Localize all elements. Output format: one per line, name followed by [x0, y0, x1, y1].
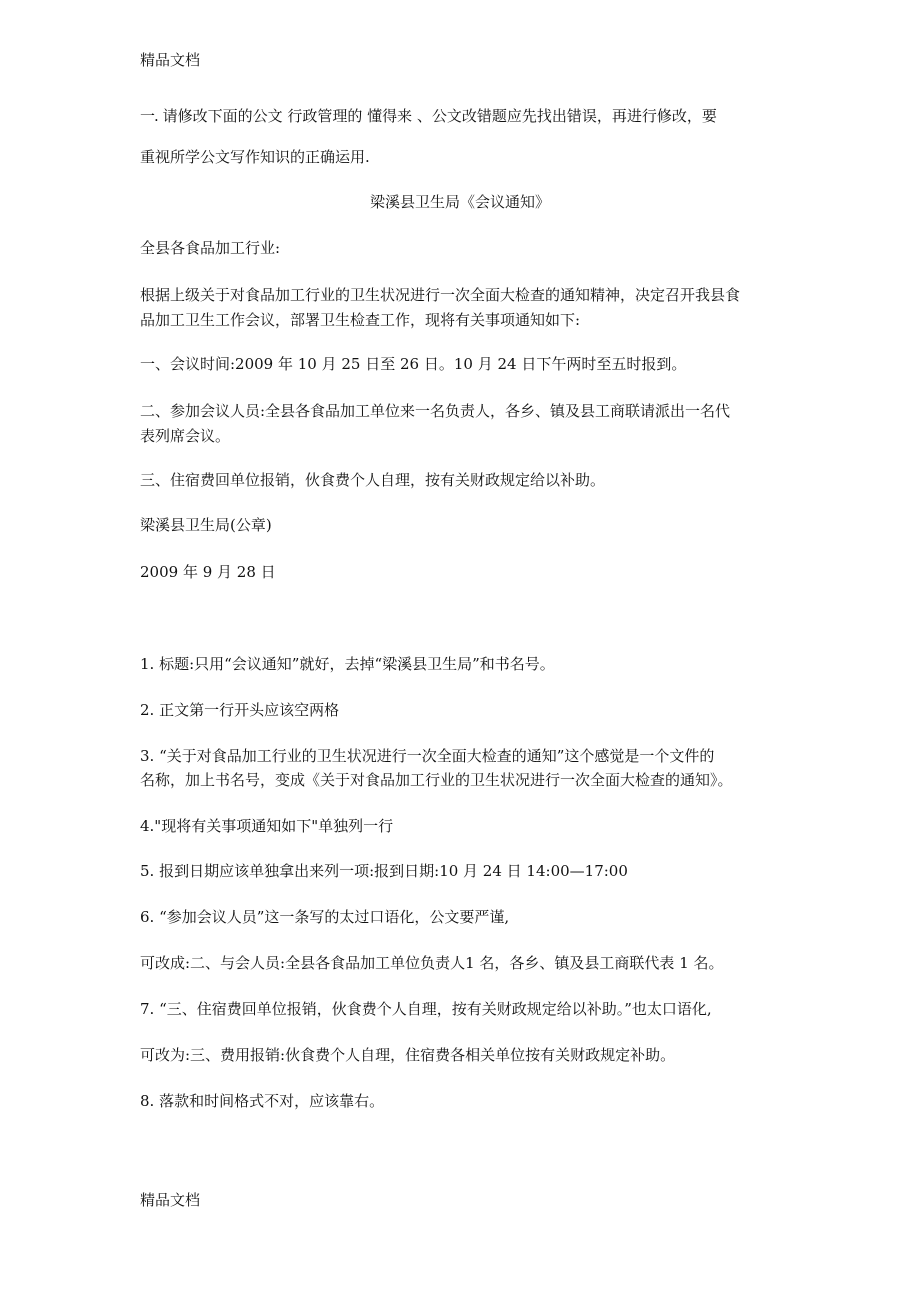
answer-6: 6. “参加会议人员”这一条写的太过口语化，公文要严谨, [140, 908, 510, 926]
intro-line-1 [140, 104, 790, 129]
notice-date: 2009 年 9 月 28 日 [140, 563, 276, 581]
intro-text: 请修改下面的公文 行政管理的 懂得来 、公文改错题应先找出错误，再进行修改，要 [162, 107, 717, 125]
answer-1: 1. 标题:只用“会议通知”就好，去掉“梁溪县卫生局”和书名号。 [140, 655, 555, 673]
answer-4: 4."现将有关事项通知如下"单独列一行 [140, 817, 394, 835]
notice-body-line-1: 根据上级关于对食品加工行业的卫生状况进行一次全面大检查的通知精神，决定召开我县食 [140, 286, 741, 304]
answer-7: 7. “三、住宿费回单位报销，伙食费个人自理，按有关财政规定给以补助。”也太口语化, [140, 1000, 712, 1018]
page-header: 精品文档 [140, 51, 201, 69]
notice-body-line-2: 品加工卫生工作会议，部署卫生检查工作，现将有关事项通知如下: [140, 311, 581, 329]
notice-item-3: 三、住宿费回单位报销，伙食费个人自理，按有关财政规定给以补助。 [140, 471, 606, 489]
answer-7-fix: 可改为:三、费用报销:伙食费个人自理，住宿费各相关单位按有关财政规定补助。 [140, 1046, 676, 1064]
question-number: 一. [140, 107, 158, 125]
notice-item-2-line-1: 二、参加会议人员:全县各食品加工单位来一名负责人，各乡、镇及县工商联请派出一名代 [140, 402, 731, 420]
answer-3-line-2: 名称，加上书名号，变成《关于对食品加工行业的卫生状况进行一次全面大检查的通知》。 [140, 771, 733, 789]
answer-8: 8. 落款和时间格式不对，应该靠右。 [140, 1092, 385, 1110]
answer-5: 5. 报到日期应该单独拿出来列一项:报到日期:10 月 24 日 14:00—17:00 [140, 862, 628, 880]
answer-3-line-1: 3. “关于对食品加工行业的卫生状况进行一次全面大检查的通知”这个感觉是一个文件的 [140, 747, 715, 765]
answer-6-fix: 可改成:二、与会人员:全县各食品加工单位负责人1 名，各乡、镇及县工商联代表 1 名。 [140, 954, 724, 972]
notice-salutation: 全县各食品加工行业: [140, 239, 281, 257]
intro-line-2: 重视所学公文写作知识的正确运用. [140, 148, 370, 166]
page-footer: 精品文档 [140, 1191, 201, 1209]
notice-item-2-line-2: 表列席会议。 [140, 427, 231, 445]
notice-item-1: 一、会议时间:2009 年 10 月 25 日至 26 日。10 月 24 日下午两时至五时报到。 [140, 355, 687, 373]
answer-2: 2. 正文第一行开头应该空两格 [140, 701, 340, 719]
notice-signature: 梁溪县卫生局(公章) [140, 516, 272, 534]
notice-title: 梁溪县卫生局《会议通知》 [369, 193, 550, 211]
